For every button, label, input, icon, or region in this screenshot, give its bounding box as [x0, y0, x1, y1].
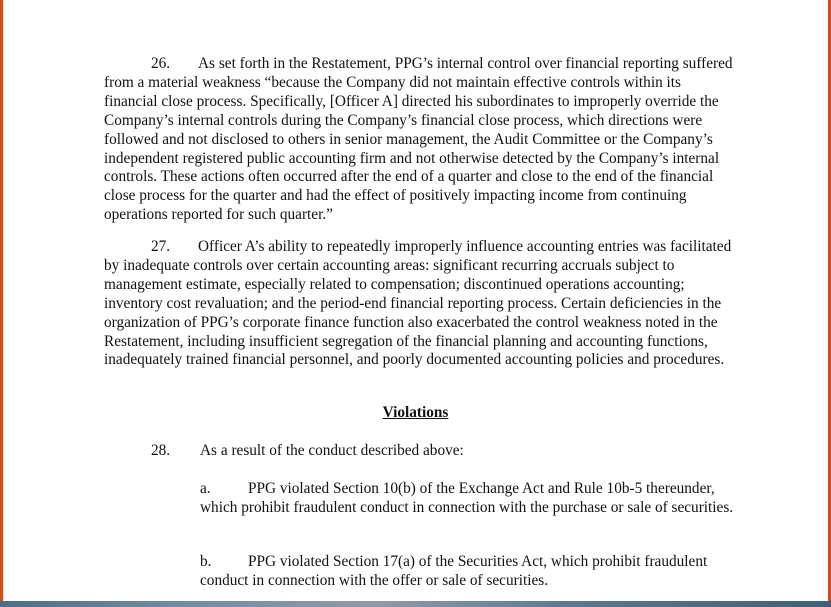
paragraph-27 [104, 238, 734, 370]
paragraph-number: 28. [151, 442, 171, 459]
paragraph-text: Officer A’s ability to repeatedly improperly influence accounting entries was facilitated by inadequate controls over certain accounting areas: significant recurring accruals subject to management estimate, especially related to compensation; discontinued operations accounting; inventory cost revaluation; and the period-end financial reporting process. Certain deficiencies in the organization of PPG’s corporate finance function also exacerbated the control weakness noted in the Restatement, including insufficient segregation of the financial planning and accounting functions, inadequately trained financial personnel, and poorly documented accounting policies and procedures. [104, 238, 732, 369]
subitem-text: PPG violated Section 17(a) of the Securities Act, which prohibit fraudulent conduct in connection with the offer or sale of securities. [200, 553, 708, 589]
paragraph-number: 26. [151, 55, 171, 72]
paragraph-28 [151, 442, 464, 461]
subitem-b [200, 553, 735, 591]
paragraph-number: 27. [151, 238, 171, 255]
subitem-letter: b. [200, 553, 212, 570]
paragraph-text: As set forth in the Restatement, PPG’s internal control over financial reporting suffered from a material weakness “because the Company did not maintain effective controls within its financial close process. Specifically, [Officer A] directed his subordinates to improperly override the Company’s internal controls during the Company’s financial close process, which directions were followed and not disclosed to others in senior management, the Audit Committee or the Company’s independent registered public accounting firm and not otherwise detected by the Company’s internal controls. These actions often occurred after the end of a quarter and close to the end of the financial close process for the quarter and had the effect of positively impacting income from continuing operations reported for such quarter.” [104, 55, 733, 224]
subitem-text: PPG violated Section 10(b) of the Exchange Act and Rule 10b-5 thereunder, which prohibit fraudulent conduct in connection with the purchase or sale of securities. [200, 480, 734, 516]
document-page [3, 0, 828, 601]
subitem-a [200, 480, 735, 518]
paragraph-text: As a result of the conduct described above: [200, 442, 464, 459]
taskbar-strip [0, 601, 831, 607]
section-heading: Violations [382, 404, 449, 421]
subitem-letter: a. [200, 480, 211, 497]
paragraph-26 [104, 55, 734, 225]
